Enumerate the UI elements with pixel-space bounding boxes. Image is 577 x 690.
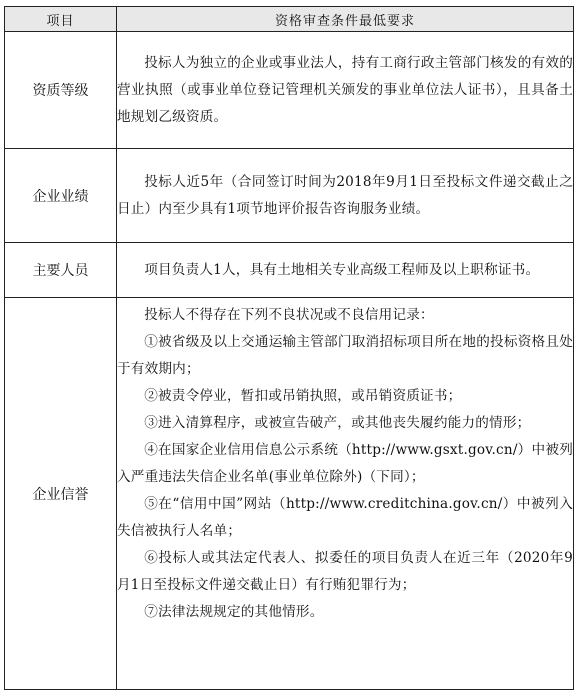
- table-header-row: [5, 7, 574, 32]
- row-requirement: [117, 149, 574, 243]
- requirement-item: ⑤在“信用中国”网站（http://www.creditchina.gov.cn/）中被列入失信被执行人名单；: [117, 496, 573, 539]
- header-requirements: 资格审查条件最低要求: [117, 7, 574, 32]
- row-label: 主要人员: [5, 243, 117, 298]
- row-requirement: [117, 298, 574, 690]
- table-row-key-personnel: [5, 243, 574, 298]
- requirement-item: ②被责令停业，暂扣或吊销执照，或吊销资质证书；: [144, 388, 462, 404]
- row-requirement: [117, 32, 574, 149]
- requirement-item: ③进入清算程序，或被宣告破产，或其他丧失履约能力的情形；: [144, 415, 531, 431]
- table-row-company-performance: [5, 149, 574, 243]
- qualification-table: [4, 6, 574, 690]
- requirement-item: ④在国家企业信用信息公示系统（http://www.gsxt.gov.cn/）中被列入严重违法失信企业名单(事业单位除外)（下同）；: [117, 442, 573, 485]
- requirement-paragraph: 投标人为独立的企业或事业法人，持有工商行政主管部门核发的有效的营业执照（或事业单位登记管理机关颁发的事业单位法人证书），且具备土地规划乙级资质。: [117, 54, 573, 125]
- requirement-paragraph: 投标人不得存在下列不良状况或不良信用记录：: [144, 307, 434, 323]
- requirement-item: ⑥投标人或其法定代表人、拟委任的项目负责人在近三年（2020年9月1日至投标文件递交截止日）有行贿犯罪行为；: [117, 550, 573, 593]
- requirement-paragraph: 项目负责人1人，具有土地相关专业高级工程师及以上职称证书。: [144, 261, 540, 278]
- row-label: 资质等级: [5, 32, 117, 149]
- row-requirement: [117, 243, 574, 298]
- row-label: 企业信誉: [5, 298, 117, 690]
- header-item: 项目: [5, 7, 117, 32]
- requirement-item: ⑦法律法规规定的其他情形。: [144, 604, 324, 620]
- table-row-qualification-level: [5, 32, 574, 149]
- table-row-company-credit: [5, 298, 574, 690]
- requirement-paragraph: 投标人近5年（合同签订时间为2018年9月1日至投标文件递交截止之日止）内至少具有1项节地评价报告咨询服务业绩。: [117, 173, 573, 217]
- requirement-item: ①被省级及以上交通运输主管部门取消招标项目所在地的投标资格且处于有效期内；: [117, 334, 573, 377]
- row-label: 企业业绩: [5, 149, 117, 243]
